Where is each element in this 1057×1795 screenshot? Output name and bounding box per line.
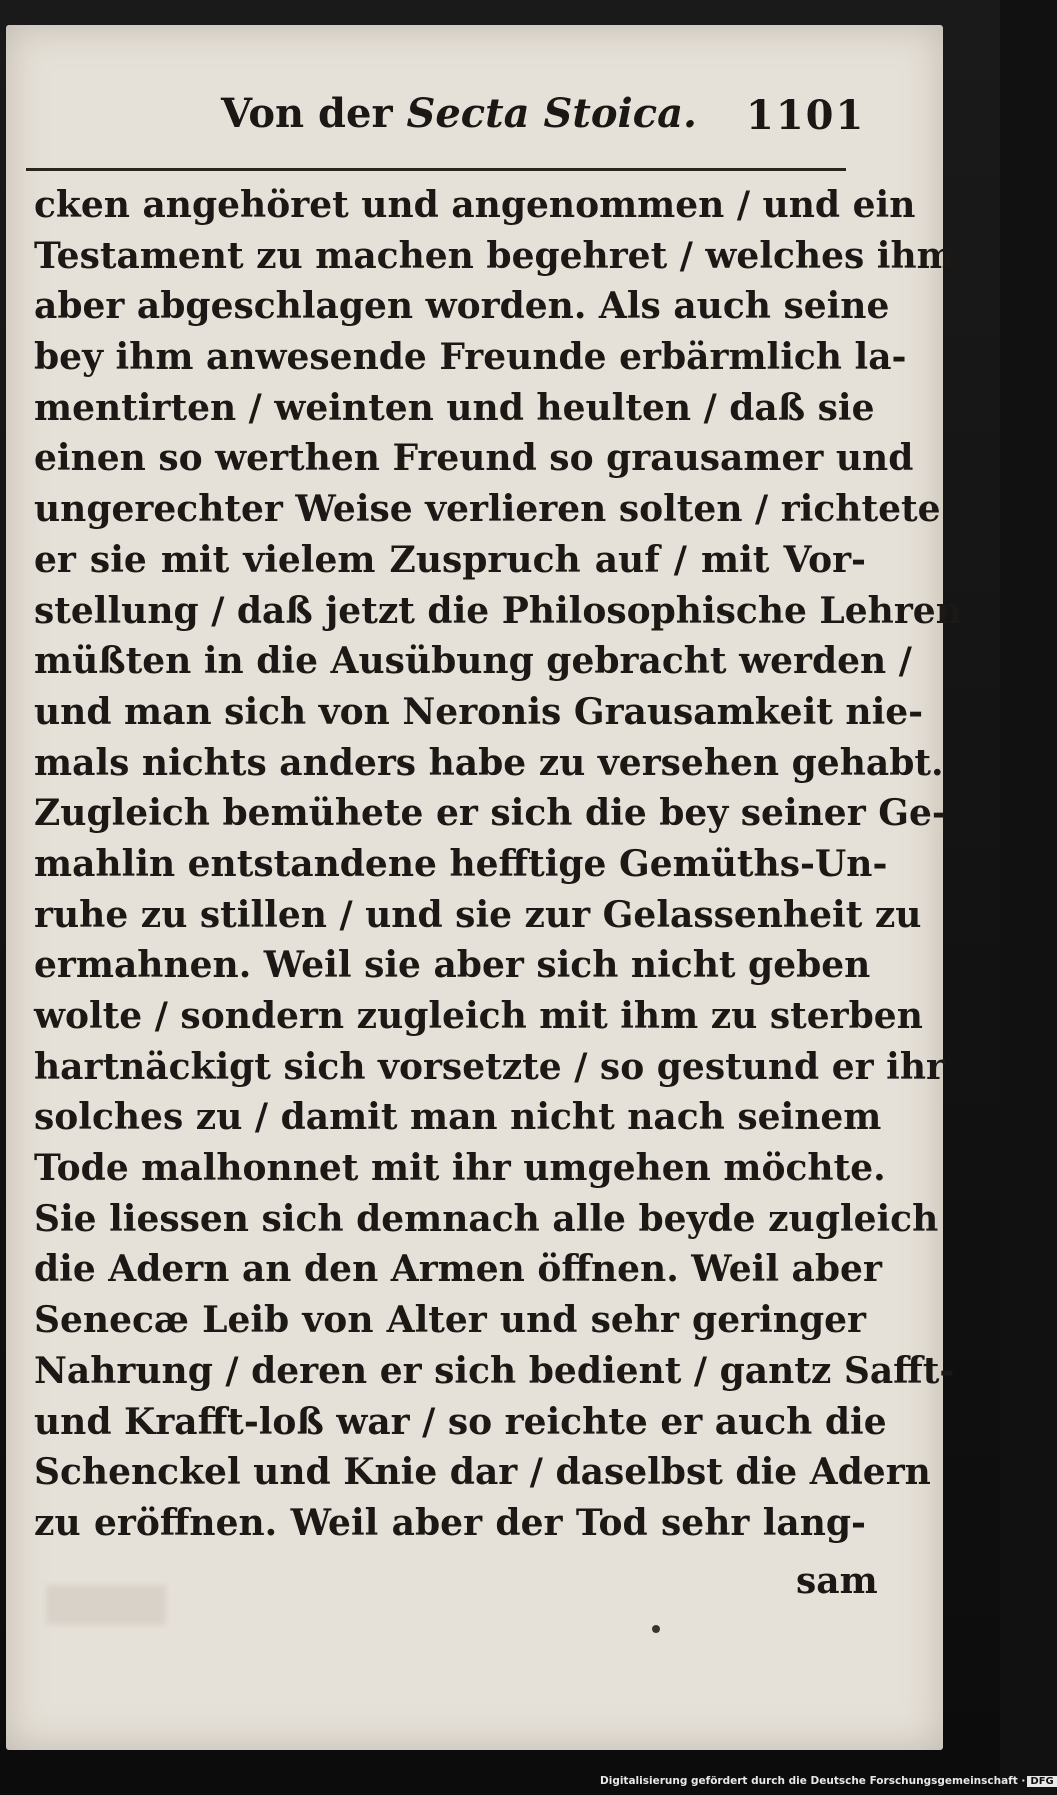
text-line: zu eröffnen. Weil aber der Tod sehr lang- <box>34 1501 866 1544</box>
text-line: aber abgeschlagen worden. Als auch seine <box>34 285 890 328</box>
ink-bleed-through <box>46 1585 166 1625</box>
text-line: ermahnen. Weil sie aber sich nicht geben <box>34 944 871 987</box>
text-line: mentirten / weinten und heulten / daß sie <box>34 386 875 429</box>
text-line: die Adern an den Armen öffnen. Weil aber <box>34 1248 882 1291</box>
text-line: cken angehöret und angenommen / und ein <box>34 184 916 226</box>
text-line: Nahrung / deren er sich bedient / gantz Safft- <box>34 1349 955 1392</box>
running-title <box>221 90 697 137</box>
page-number: 1101 <box>746 92 866 139</box>
ink-dot <box>652 1625 660 1633</box>
book-page <box>6 25 962 1750</box>
digitization-credit <box>600 1775 1054 1793</box>
text-line: Sie liessen sich demnach alle beyde zugleich <box>34 1197 939 1240</box>
text-line: Tode malhonnet mit ihr umgehen möchte. <box>34 1147 886 1190</box>
dfg-logo: DFG <box>1027 1776 1056 1787</box>
text-line: er sie mit vielem Zuspruch auf / mit Vor- <box>34 538 866 581</box>
text-line: müßten in die Ausübung gebracht werden / <box>34 640 912 683</box>
running-title-prefix: Von der <box>221 90 407 137</box>
text-line: ungerechter Weise verlieren solten / richtete <box>34 488 941 531</box>
catchword: sam <box>796 1560 878 1602</box>
text-line: mals nichts anders habe zu versehen gehabt. <box>34 741 944 784</box>
text-line: wolte / sondern zugleich mit ihm zu sterben <box>34 995 923 1037</box>
text-line: bey ihm anwesende Freunde erbärmlich la- <box>34 336 907 379</box>
text-line: hartnäckigt sich vorsetzte / so gestund er ihr <box>34 1045 945 1088</box>
text-line: und Krafft-loß war / so reichte er auch die <box>34 1400 887 1443</box>
text-line: solches zu / damit man nicht nach seinem <box>34 1096 882 1139</box>
text-line: ruhe zu stillen / und sie zur Gelassenheit zu <box>34 893 922 936</box>
text-line: mahlin entstandene hefftige Gemüths-Un- <box>34 842 888 885</box>
text-line: Senecæ Leib von Alter und sehr geringer <box>34 1299 866 1342</box>
text-line: stellung / daß jetzt die Philosophische Lehren <box>34 589 962 632</box>
text-line: und man sich von Neronis Grausamkeit nie- <box>34 690 924 733</box>
text-line: Zugleich bemühete er sich die bey seiner Ge- <box>34 792 947 835</box>
header-rule <box>26 168 846 171</box>
running-title-italic: Secta Stoica. <box>406 90 697 137</box>
text-line: einen so werthen Freund so grausamer und <box>34 437 914 480</box>
text-line: Testament zu machen begehret / welches ihm <box>34 234 955 277</box>
running-header <box>26 80 866 150</box>
text-line: Schenckel und Knie dar / daselbst die Adern <box>34 1451 931 1494</box>
credit-text: Digitalisierung gefördert durch die Deutsche Forschungsgemeinschaft · <box>600 1775 1026 1787</box>
body-text <box>34 180 962 1549</box>
